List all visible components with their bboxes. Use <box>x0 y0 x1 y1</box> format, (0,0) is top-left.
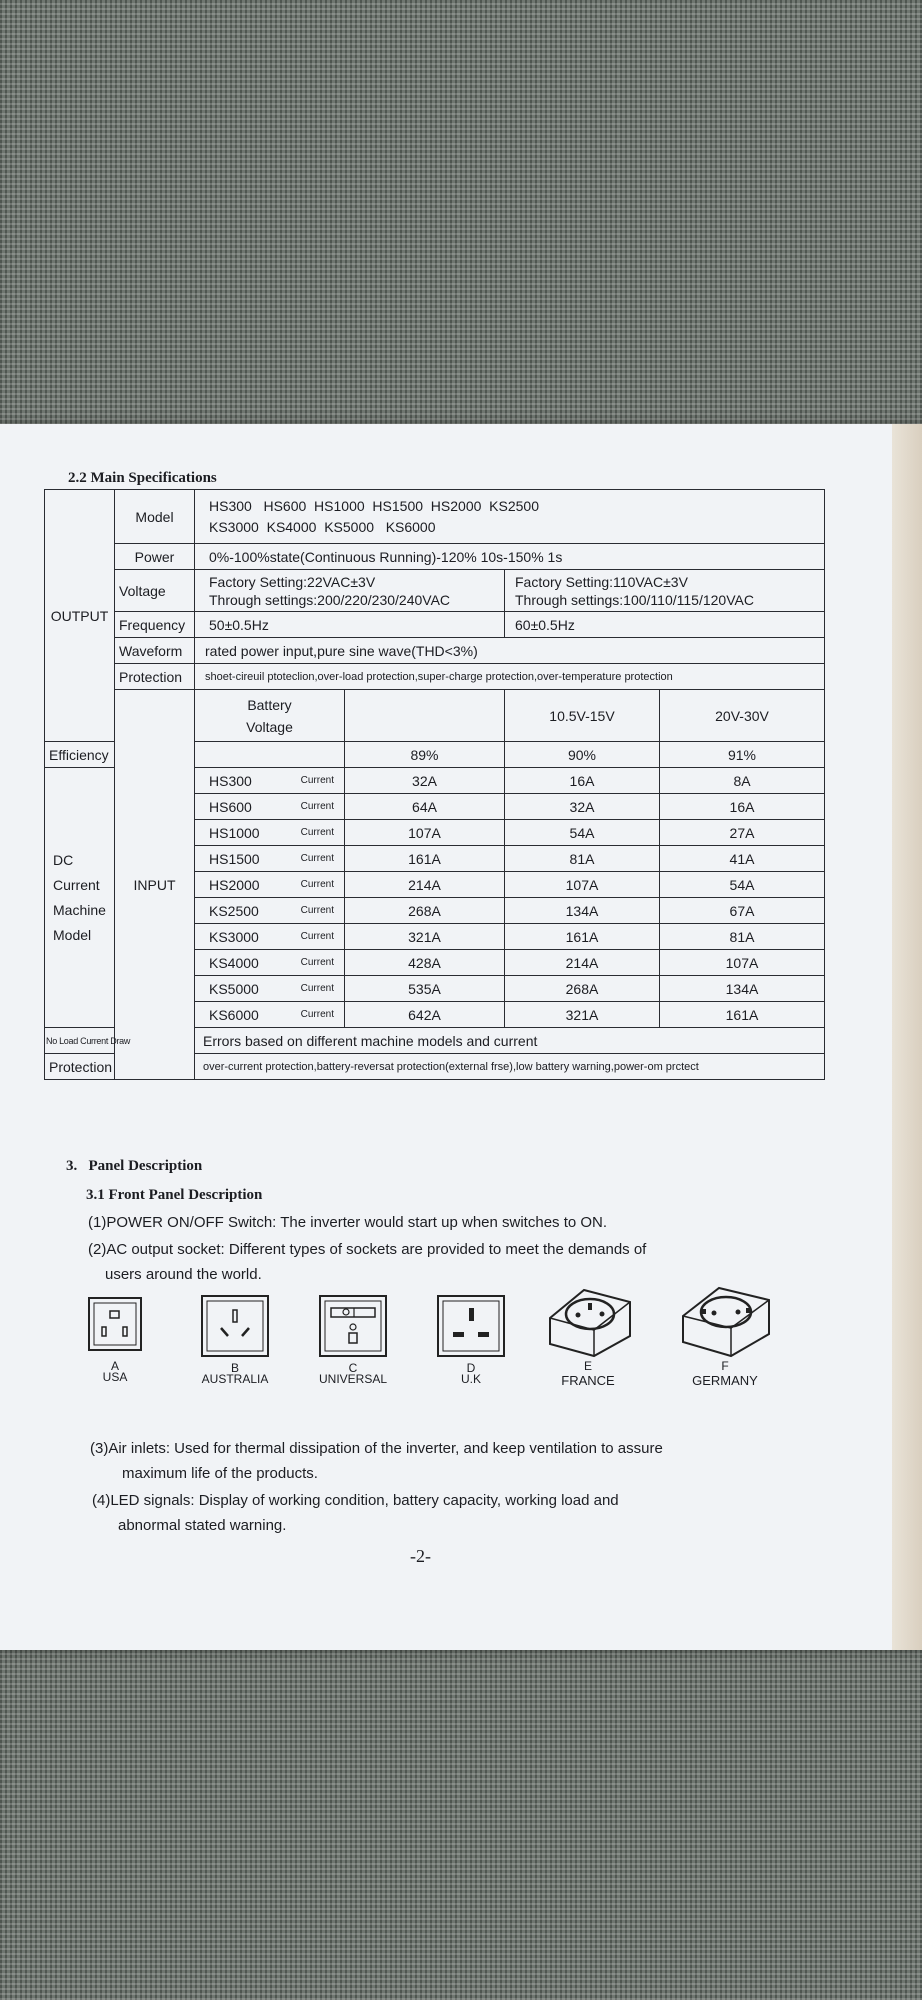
socket-universal-letter: C <box>348 1361 358 1375</box>
panel-item-2-line-1: (2)AC output socket: Different types of sockets are provided to meet the demands of <box>88 1241 647 1258</box>
current-value-low: 214A <box>345 872 505 898</box>
current-model-name: KS5000 <box>209 980 259 997</box>
frequency-50-value: 50±0.5Hz <box>195 612 505 638</box>
output-waveform-row <box>45 638 825 664</box>
current-unit-word: Current <box>300 878 334 890</box>
current-model-cell <box>195 794 345 820</box>
socket-types <box>70 1294 790 1394</box>
model-label: Model <box>115 490 195 544</box>
current-unit-word: Current <box>300 1008 334 1020</box>
current-value-high: 161A <box>660 1002 825 1028</box>
waveform-label: Waveform <box>115 638 195 664</box>
waveform-value: rated power input,pure sine wave(THD<3%) <box>195 638 825 664</box>
voltage-220-factory: Factory Setting:22VAC±3V <box>209 573 376 590</box>
current-unit-word: Current <box>300 852 334 864</box>
section-title: 2.2 Main Specifications <box>68 470 217 486</box>
current-value-high: 8A <box>660 768 825 794</box>
output-model-row <box>45 490 825 544</box>
current-value-high: 67A <box>660 898 825 924</box>
current-model-cell <box>195 820 345 846</box>
socket-universal <box>298 1294 408 1386</box>
current-value-mid: 107A <box>505 872 660 898</box>
current-value-mid: 321A <box>505 1002 660 1028</box>
output-protection-label: Protection <box>115 664 195 690</box>
manual-page <box>0 424 922 1650</box>
current-model-name: KS2500 <box>209 902 259 919</box>
output-protection-value: shoet-cireuil ptoteclion,over-load protection,super-charge protection,over-temperature protection <box>195 664 825 690</box>
current-model-cell <box>195 872 345 898</box>
specifications-table <box>44 489 825 1080</box>
frequency-label: Frequency <box>115 612 195 638</box>
current-value-high: 81A <box>660 924 825 950</box>
current-value-mid: 81A <box>505 846 660 872</box>
current-value-low: 428A <box>345 950 505 976</box>
model-list-line-2: KS3000 KS4000 KS5000 KS6000 <box>209 518 436 535</box>
power-label: Power <box>115 544 195 570</box>
current-model-cell <box>195 898 345 924</box>
socket-france-name: FRANCE <box>561 1373 615 1388</box>
socket-universal-name: UNIVERSAL <box>318 1372 388 1386</box>
current-value-high: 54A <box>660 872 825 898</box>
australia-socket-icon <box>198 1294 272 1358</box>
current-value-high: 134A <box>660 976 825 1002</box>
voltage-220-cell <box>195 570 505 612</box>
current-unit-word: Current <box>300 982 334 994</box>
output-voltage-row <box>45 570 825 612</box>
panel-item-3-line-2: maximum life of the products. <box>122 1465 318 1482</box>
current-unit-word: Current <box>300 956 334 968</box>
efficiency-1: 89% <box>345 742 505 768</box>
output-power-row <box>45 544 825 570</box>
socket-australia-letter: B <box>230 1361 239 1375</box>
output-group-label: OUTPUT <box>45 490 115 742</box>
dc-current-machine-model-label <box>45 768 115 1028</box>
voltage-110-cell <box>505 570 825 612</box>
current-model-cell <box>195 976 345 1002</box>
input-protection-value: over-current protection,battery-reversat protection(external frse),low battery warning,power-om prctect <box>195 1054 825 1080</box>
socket-uk <box>416 1294 526 1386</box>
uk-socket-icon <box>434 1294 508 1358</box>
battery-voltage-label <box>195 690 345 742</box>
current-value-mid: 134A <box>505 898 660 924</box>
current-value-mid: 54A <box>505 820 660 846</box>
model-list-cell <box>195 490 825 544</box>
socket-usa-name: USA <box>102 1370 128 1384</box>
current-value-low: 161A <box>345 846 505 872</box>
current-model-name: KS3000 <box>209 928 259 945</box>
current-value-low: 535A <box>345 976 505 1002</box>
input-group-label: INPUT <box>115 690 195 1080</box>
panel-item-4-line-1: (4)LED signals: Display of working condition, battery capacity, working load and <box>92 1492 619 1509</box>
current-model-name: HS600 <box>209 798 252 815</box>
dc-label-line-1: DC <box>53 851 74 868</box>
current-unit-word: Current <box>300 774 334 786</box>
frequency-60-value: 60±0.5Hz <box>505 612 825 638</box>
battery-range-2: 20V-30V <box>660 690 825 742</box>
socket-germany <box>660 1278 790 1388</box>
battery-blank-cell <box>345 690 505 742</box>
power-value: 0%-100%state(Continuous Running)-120% 10s-150% 1s <box>195 544 825 570</box>
current-model-cell <box>195 924 345 950</box>
socket-france-letter: E <box>583 1359 592 1373</box>
current-value-high: 107A <box>660 950 825 976</box>
current-value-low: 32A <box>345 768 505 794</box>
current-unit-word: Current <box>300 800 334 812</box>
socket-australia <box>180 1294 290 1386</box>
current-model-cell <box>195 846 345 872</box>
noload-label: No Load Current Draw <box>45 1028 115 1054</box>
panel-item-2-line-2: users around the world. <box>105 1266 262 1283</box>
dc-label-line-2: Current <box>53 876 100 893</box>
current-value-low: 321A <box>345 924 505 950</box>
output-frequency-row <box>45 612 825 638</box>
current-value-low: 107A <box>345 820 505 846</box>
battery-label-line-2: Voltage <box>246 718 293 735</box>
france-socket-icon <box>538 1278 638 1360</box>
current-value-mid: 32A <box>505 794 660 820</box>
current-unit-word: Current <box>300 826 334 838</box>
current-value-high: 27A <box>660 820 825 846</box>
current-value-low: 642A <box>345 1002 505 1028</box>
current-value-high: 16A <box>660 794 825 820</box>
voltage-220-settings: Through settings:200/220/230/240VAC <box>209 591 451 608</box>
socket-uk-letter: D <box>466 1361 476 1375</box>
dc-label-line-3: Machine <box>53 901 106 918</box>
model-list-line-1: HS300 HS600 HS1000 HS1500 HS2000 KS2500 <box>209 497 539 514</box>
current-value-mid: 268A <box>505 976 660 1002</box>
current-model-name: KS6000 <box>209 1006 259 1023</box>
efficiency-blank-cell <box>195 742 345 768</box>
input-protection-label: Protection <box>45 1054 115 1080</box>
current-model-cell <box>195 1002 345 1028</box>
socket-france <box>528 1278 648 1388</box>
battery-label-line-1: Battery <box>247 696 292 713</box>
current-unit-word: Current <box>300 904 334 916</box>
current-model-cell <box>195 950 345 976</box>
voltage-110-factory: Factory Setting:110VAC±3V <box>515 573 688 590</box>
efficiency-3: 91% <box>660 742 825 768</box>
noload-value: Errors based on different machine models and current <box>195 1028 825 1054</box>
panel-item-4-line-2: abnormal stated warning. <box>118 1517 287 1534</box>
paper-edge <box>892 424 922 1650</box>
dc-label-line-4: Model <box>53 926 92 943</box>
usa-socket-icon <box>79 1294 151 1356</box>
battery-range-1: 10.5V-15V <box>505 690 660 742</box>
socket-usa-letter: A <box>110 1359 119 1373</box>
socket-usa <box>70 1294 160 1384</box>
output-protection-row <box>45 664 825 690</box>
current-model-name: HS1500 <box>209 850 260 867</box>
efficiency-label: Efficiency <box>45 742 115 768</box>
current-value-low: 64A <box>345 794 505 820</box>
current-value-mid: 214A <box>505 950 660 976</box>
germany-socket-icon <box>673 1278 777 1360</box>
page-number: -2- <box>410 1546 431 1566</box>
current-value-low: 268A <box>345 898 505 924</box>
front-panel-heading: 3.1 Front Panel Description <box>86 1187 263 1203</box>
input-battery-row <box>45 690 825 742</box>
current-model-name: HS2000 <box>209 876 260 893</box>
socket-germany-name: GERMANY <box>692 1373 758 1388</box>
socket-uk-name: U.K <box>460 1372 481 1386</box>
panel-item-1: (1)POWER ON/OFF Switch: The inverter would start up when switches to ON. <box>88 1214 608 1231</box>
universal-socket-icon <box>316 1294 390 1358</box>
current-value-high: 41A <box>660 846 825 872</box>
current-model-cell <box>195 768 345 794</box>
voltage-110-settings: Through settings:100/110/115/120VAC <box>515 591 754 608</box>
socket-germany-letter: F <box>721 1359 729 1373</box>
efficiency-2: 90% <box>505 742 660 768</box>
voltage-label: Voltage <box>115 570 195 612</box>
current-value-mid: 16A <box>505 768 660 794</box>
panel-item-3-line-1: (3)Air inlets: Used for thermal dissipation of the inverter, and keep ventilation to assure <box>90 1440 663 1457</box>
current-model-name: HS300 <box>209 772 252 789</box>
current-model-name: KS4000 <box>209 954 259 971</box>
socket-australia-name: AUSTRALIA <box>201 1372 269 1386</box>
panel-heading: 3. Panel Description <box>66 1158 203 1174</box>
current-value-mid: 161A <box>505 924 660 950</box>
current-unit-word: Current <box>300 930 334 942</box>
current-model-name: HS1000 <box>209 824 260 841</box>
